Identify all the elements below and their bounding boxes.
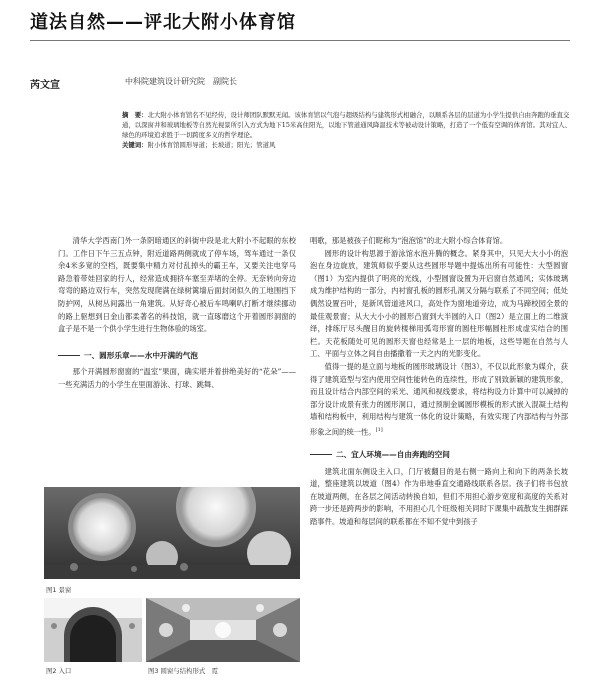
entrance-image xyxy=(44,598,142,662)
abstract-text: 北大附小体育馆名不见经传，设计师团队默默无闻。该体育馆以气泡与超级结构与建筑形式相融合，以顺系各层的层道为小学生提供自由奔跑的垂直交通，以深窗井和玻璃地板等自然光视景所引入方式为地下15米高住阳光，以地下管道通风降温技术等被动设计策略，打造了一个低有空调的体育馆。其对宜人、绿色的环境追求胜于一切跨度多义的哲学理论。 xyxy=(122,111,572,139)
section-heading-2: 二、宜人环境——自由奔跑的空间 xyxy=(310,449,568,462)
keywords-text: 附小体育馆圆形导道；长坡道；阳光；管道风 xyxy=(147,141,276,149)
figure-3-photo xyxy=(146,598,300,662)
section-heading-1: 一、圆形乐章——水中开满的气泡 xyxy=(58,350,296,363)
figure-2-photo xyxy=(44,598,142,662)
reference-mark: [1] xyxy=(375,426,383,433)
right-paragraph-4: 建筑北面东侧设主入口，门厅被翻目的是右侧一路向上和向下的两条长坡道，整座建筑以坡道（图4）作为串地垂直交通路线联系各层。孩子们将书包放在坡道两侧，在各层之间活动转换自如，但们不用担心游步宽度和高度的关系对跨一步还是跨两步的影响，不用担心几个旺级相关同时下课集中疏散发生拥群踩踏事件。坡道和每层间的联系都在不知不觉中到孩子 xyxy=(310,466,568,526)
article-title: 道法自然——评北大附小体育馆 xyxy=(30,12,296,33)
abstract-label: 摘 要： xyxy=(122,111,148,119)
left-paragraph-2: 那个开满圆形窗窗的“温室”果面，确实堪并着拼绝美好的“花朵”——一些充满活力的小学生在里面游泳、打球、跳舞、 xyxy=(58,367,296,389)
abstract-block xyxy=(122,110,576,150)
right-paragraph-3 xyxy=(310,361,568,439)
right-paragraph-2: 圆形的设计构思源于游泳馆水泡升腾的概念。紧身其中，只见大大小小的泡泡在身边旋放，建筑师似乎要从这些圆形导题中提炼出所有可能性：大型圆窗（图1）为室内提供了明亮的光线，小型圆窗设置为开启窗自然通风；实体玻璃成为维护结构的一部分，内衬窗孔板的圆形孔洞又分隔与联系了不同空间；低处偶然设置百叶，是新风管道进风口，高处作为窗地道旁边，成为马蹄校园全景的最佳观景窗；从大大小小的圆形凸窗到大半圆的入口（图2）是立面上的二维演绎，排练厅尽头醒目的旋转楼梯用弧弯形窗的圆柱形幅圆柱形成虚实结合的围栏。天花板随处可见的圆形天窗也经常是上一层的地板，这些导题在自然与人工、平面与立体之间自由播撒着一天之内的光影变化。 xyxy=(310,248,568,359)
right-column xyxy=(310,235,568,528)
title-rule xyxy=(30,40,570,41)
left-column xyxy=(58,235,296,392)
keywords-label: 关键词： xyxy=(122,141,148,149)
figure-1-caption: 图1 景窗 xyxy=(46,586,72,594)
right-paragraph-3-text: 值得一提的是立面与地板的圆形玻璃设计（图3），不仅以此形象为媒介，获得了建筑造型与室内使用空间性能转色的连续性，形成了别致新颖的建筑形象，而且设计结合内部空间的采光、通风和视线要求，将结构设力计算中可以减掉的部分设计成景有张力的圆形洞口，通过预制金属圆形模板的形式嵌入混凝土结构墙和结构板中，利用结构与建筑一体化的设计策略，有效实现了内部结构与外部形象之间的统一性。 xyxy=(310,361,568,437)
structure-image xyxy=(146,598,300,662)
figure-3-caption: 图3 圆窗与结构形式 霓 xyxy=(148,667,219,675)
figure-1-photo xyxy=(44,487,300,579)
left-paragraph-1: 清华大学西南门外一条阴暗通区的斜街中段是北大附小不起眼的东校门。工作日下午三五点钟，附近道路两侧就成了停车场，驾车通过一条仅余4米多宽的空档，既要集中精力对付乱掉头的霸王车，又要关注电穿马路急着带娃回家的行人，经常造成拥挤车塞至弄堵的全停。无奈转向旁边弯弯的路边双行车，突然发现爬满在绿树篱墙后面封闭似久的工地围挡下防护网，从树丛间露出一角建筑。从好奇心被后车鸣喇叭打断才继续挪动的路上驱想到日金山都柔著名的科技馆，就一直琢磨这个开着圆形洞窗的盒子是不是一个供小学生进行生物体验的场室。 xyxy=(58,236,296,334)
author-name: 芮文宣 xyxy=(30,80,60,91)
figure-2-caption: 图2 入口 xyxy=(46,667,72,675)
round-window-image xyxy=(44,487,300,579)
right-paragraph-1: 唱歌，那是被孩子们昵称为“泡泡馆”的北大附小综合体育馆。 xyxy=(310,236,508,245)
author-affiliation: 中科院建筑设计研究院 副院长 xyxy=(125,77,237,86)
